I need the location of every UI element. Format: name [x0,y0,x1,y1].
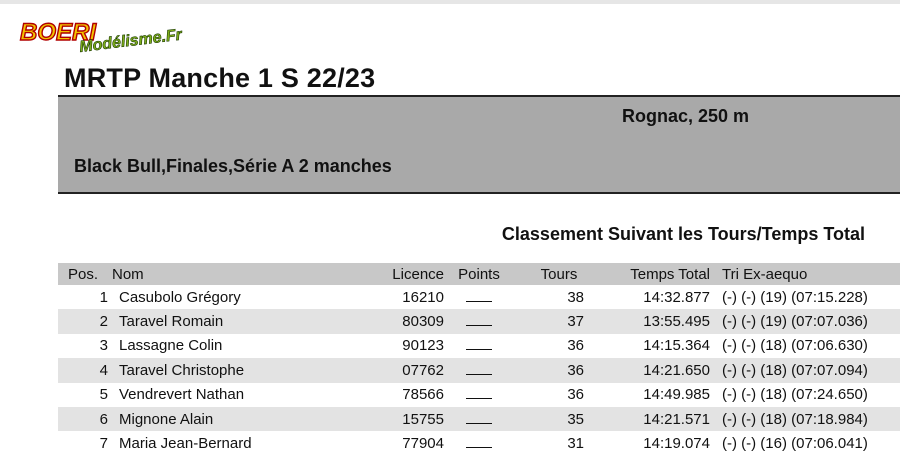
page-title: MRTP Manche 1 S 22/23 [64,63,376,93]
row-name: Vendrevert Nathan [119,386,245,404]
row-licence: 07762 [402,361,444,379]
points-blank [466,435,492,448]
event-info-panel [58,97,900,194]
row-tours: 36 [567,337,584,355]
row-tri: (-) (-) (19) (07:15.228) [722,288,868,306]
col-header-tours: Tours [540,265,578,283]
col-header-licence: Licence [392,265,444,283]
row-pos: 1 [99,288,108,306]
row-tours: 38 [567,288,584,306]
row-points [444,431,514,455]
table-row [58,383,900,407]
col-header-points: Points [458,265,500,283]
venue-label: Rognac, 250 m [621,106,749,126]
row-tours: 31 [567,435,584,453]
row-points [444,407,514,431]
row-tri: (-) (-) (18) (07:24.650) [722,386,868,404]
row-tours: 37 [567,313,584,331]
logo-sub-text: Modélisme.Fr [78,26,183,56]
table-row [58,309,900,333]
row-tours: 35 [567,410,584,428]
row-time: 14:32.877 [643,288,710,306]
col-header-tri: Tri Ex-aequo [722,265,808,283]
points-blank [466,411,492,424]
logo-main-text: BOERI [20,19,97,46]
row-time: 13:55.495 [643,313,710,331]
row-licence: 80309 [402,313,444,331]
row-time: 14:21.650 [643,361,710,379]
points-blank [466,337,492,350]
row-name: Taravel Romain [119,313,224,331]
row-tours: 36 [567,361,584,379]
points-blank [466,386,492,399]
col-header-time: Temps Total [630,265,710,283]
points-blank [466,362,492,375]
table-row [58,407,900,431]
row-tri: (-) (-) (18) (07:07.094) [722,361,868,379]
row-licence: 15755 [402,410,444,428]
row-name: Taravel Christophe [119,361,245,379]
row-points [444,334,514,358]
row-pos: 7 [99,435,108,453]
boeri-logo [18,14,193,58]
row-name: Lassagne Colin [119,337,223,355]
row-points [444,358,514,382]
col-header-name: Nom [112,265,144,283]
ranking-title: Classement Suivant les Tours/Temps Total [501,224,865,244]
row-licence: 78566 [402,386,444,404]
row-time: 14:19.074 [643,435,710,453]
results-header-row [58,263,900,285]
row-points [444,383,514,407]
points-blank [466,289,492,302]
row-points [444,309,514,333]
top-border [0,0,900,4]
row-tri: (-) (-) (16) (07:06.041) [722,435,868,453]
table-row [58,358,900,382]
table-row [58,431,900,455]
row-licence: 77904 [402,435,444,453]
row-time: 14:49.985 [643,386,710,404]
row-points [444,285,514,309]
row-name: Mignone Alain [119,410,214,428]
col-header-pos: Pos. [67,265,98,283]
table-row [58,285,900,309]
row-pos: 3 [99,337,108,355]
row-time: 14:15.364 [643,337,710,355]
row-licence: 16210 [402,288,444,306]
row-time: 14:21.571 [643,410,710,428]
results-table [58,263,900,456]
row-pos: 5 [99,386,108,404]
points-blank [466,313,492,326]
row-tours: 36 [567,386,584,404]
row-pos: 6 [99,410,108,428]
row-name: Maria Jean-Bernard [119,435,252,453]
row-pos: 2 [99,313,108,331]
row-tri: (-) (-) (19) (07:07.036) [722,313,868,331]
row-tri: (-) (-) (18) (07:06.630) [722,337,868,355]
table-row [58,334,900,358]
row-licence: 90123 [402,337,444,355]
row-name: Casubolo Grégory [119,288,241,306]
row-tri: (-) (-) (18) (07:18.984) [722,410,868,428]
row-pos: 4 [99,361,108,379]
category-label: Black Bull,Finales,Série A 2 manches [74,156,392,176]
